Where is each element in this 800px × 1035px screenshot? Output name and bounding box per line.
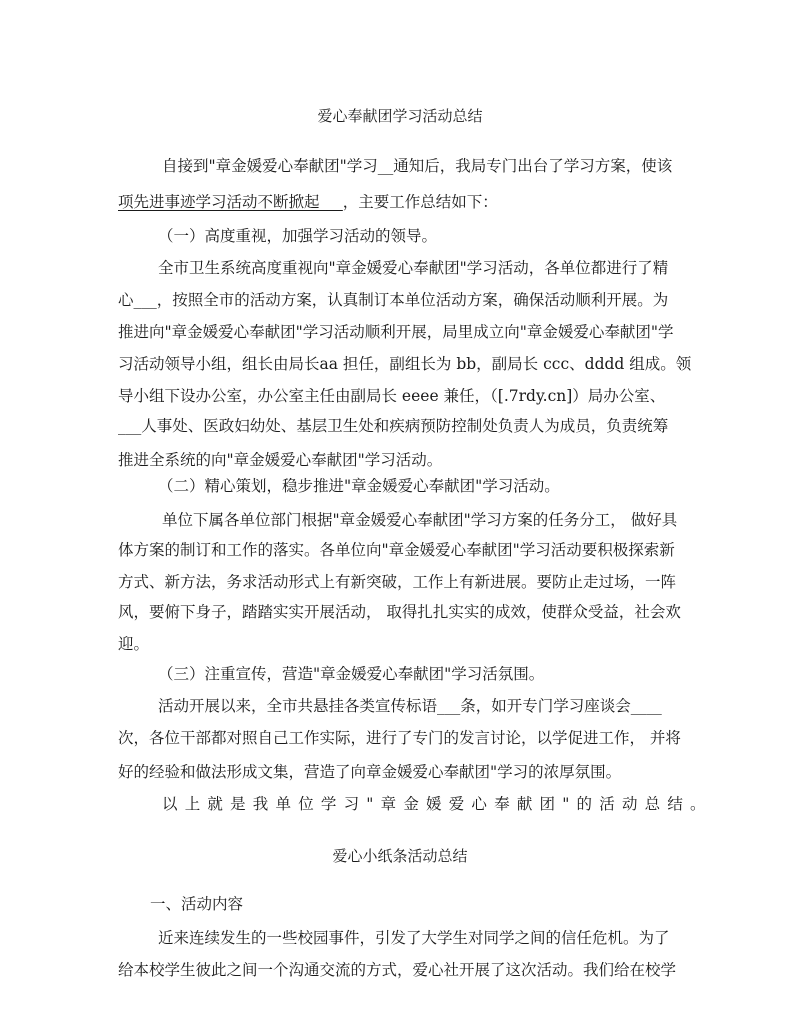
para-3-line-2: 体方案的制订和工作的落实。各单位向"章金媛爱心奉献团"学习活动要积极探索新 [118, 541, 675, 559]
section-heading-1: （一）高度重视，加强学习活动的领导。 [158, 227, 438, 245]
para-2-line-5: 导小组下设办公室，办公室主任由副局长 eeee 兼任，（[.7rdy.cn]）局办公室、 [118, 387, 666, 405]
para-3-line-5: 迎。 [118, 635, 150, 653]
para-1-line-2-rest: ，主要工作总结如下： [342, 193, 498, 211]
para-2-line-6: ___人事处、医政妇幼处、基层卫生处和疾病预防控制处负责人为成员，负责统筹 [118, 417, 669, 435]
section-heading-2: （二）精心策划，稳步推进"章金媛爱心奉献团"学习活动。 [158, 477, 560, 495]
para-4-line-3: 好的经验和做法形成文集，营造了向章金媛爱心奉献团"学习的浓厚氛围。 [118, 763, 622, 781]
para-2-line-4: 习活动领导小组，组长由局长aa 担任，副组长为 bb，副局长 ccc、dddd 组成。领 [118, 355, 692, 373]
para-1-line-1: 自接到"章金媛爱心奉献团"学习__通知后，我局专门出台了学习方案，使该 [162, 157, 673, 175]
para-6-line-2: 给本校学生彼此之间一个沟通交流的方式，爱心社开展了这次活动。我们给在校学 [118, 961, 677, 979]
para-2-line-3: 推进向"章金媛爱心奉献团"学习活动顺利开展，局里成立向"章金媛爱心奉献团"学 [118, 323, 674, 341]
para-2-line-7: 推进全系统的向"章金媛爱心奉献团"学习活动。 [118, 451, 443, 469]
para-6-line-1: 近来连续发生的一些校园事件，引发了大学生对同学之间的信任危机。为了 [158, 929, 670, 947]
doc-title-1: 爱心奉献团学习活动总结 [317, 107, 483, 125]
para-3-line-1: 单位下属各单位部门根据"章金媛爱心奉献团"学习方案的任务分工， 做好具 [162, 511, 678, 529]
para-2-line-1: 全市卫生系统高度重视向"章金媛爱心奉献团"学习活动，各单位都进行了精 [158, 259, 669, 277]
para-3-line-3: 方式、新方法，务求活动形式上有新突破，工作上有新进展。要防止走过场，一阵 [118, 573, 677, 591]
section-heading-activity: 一、活动内容 [150, 895, 244, 913]
para-3-line-4: 风，要俯下身子，踏踏实实开展活动， 取得扎扎实实的成效，使群众受益，社会欢 [118, 603, 681, 621]
para-1-line-2 [118, 192, 498, 214]
para-4-line-1: 活动开展以来，全市共悬挂各类宣传标语___条，如开专门学习座谈会____ [158, 697, 662, 715]
section-heading-3: （三）注重宣传，营造"章金媛爱心奉献团"学习活氛围。 [158, 665, 545, 683]
doc-title-2: 爱心小纸条活动总结 [332, 847, 468, 865]
para-2-line-2: 心___，按照全市的活动方案，认真制订本单位活动方案，确保活动顺利开展。为 [118, 291, 669, 309]
underlined-phrase: 项先进事迹学习活动不断掀起___ [118, 193, 343, 211]
para-4-line-2: 次，各位干部都对照自己工作实际，进行了专门的发言讨论，以学促进工作， 并将 [118, 729, 681, 747]
para-5-summary: 以上就是我单位学习"章金媛爱心奉献团"的活动总结。 [162, 795, 713, 813]
